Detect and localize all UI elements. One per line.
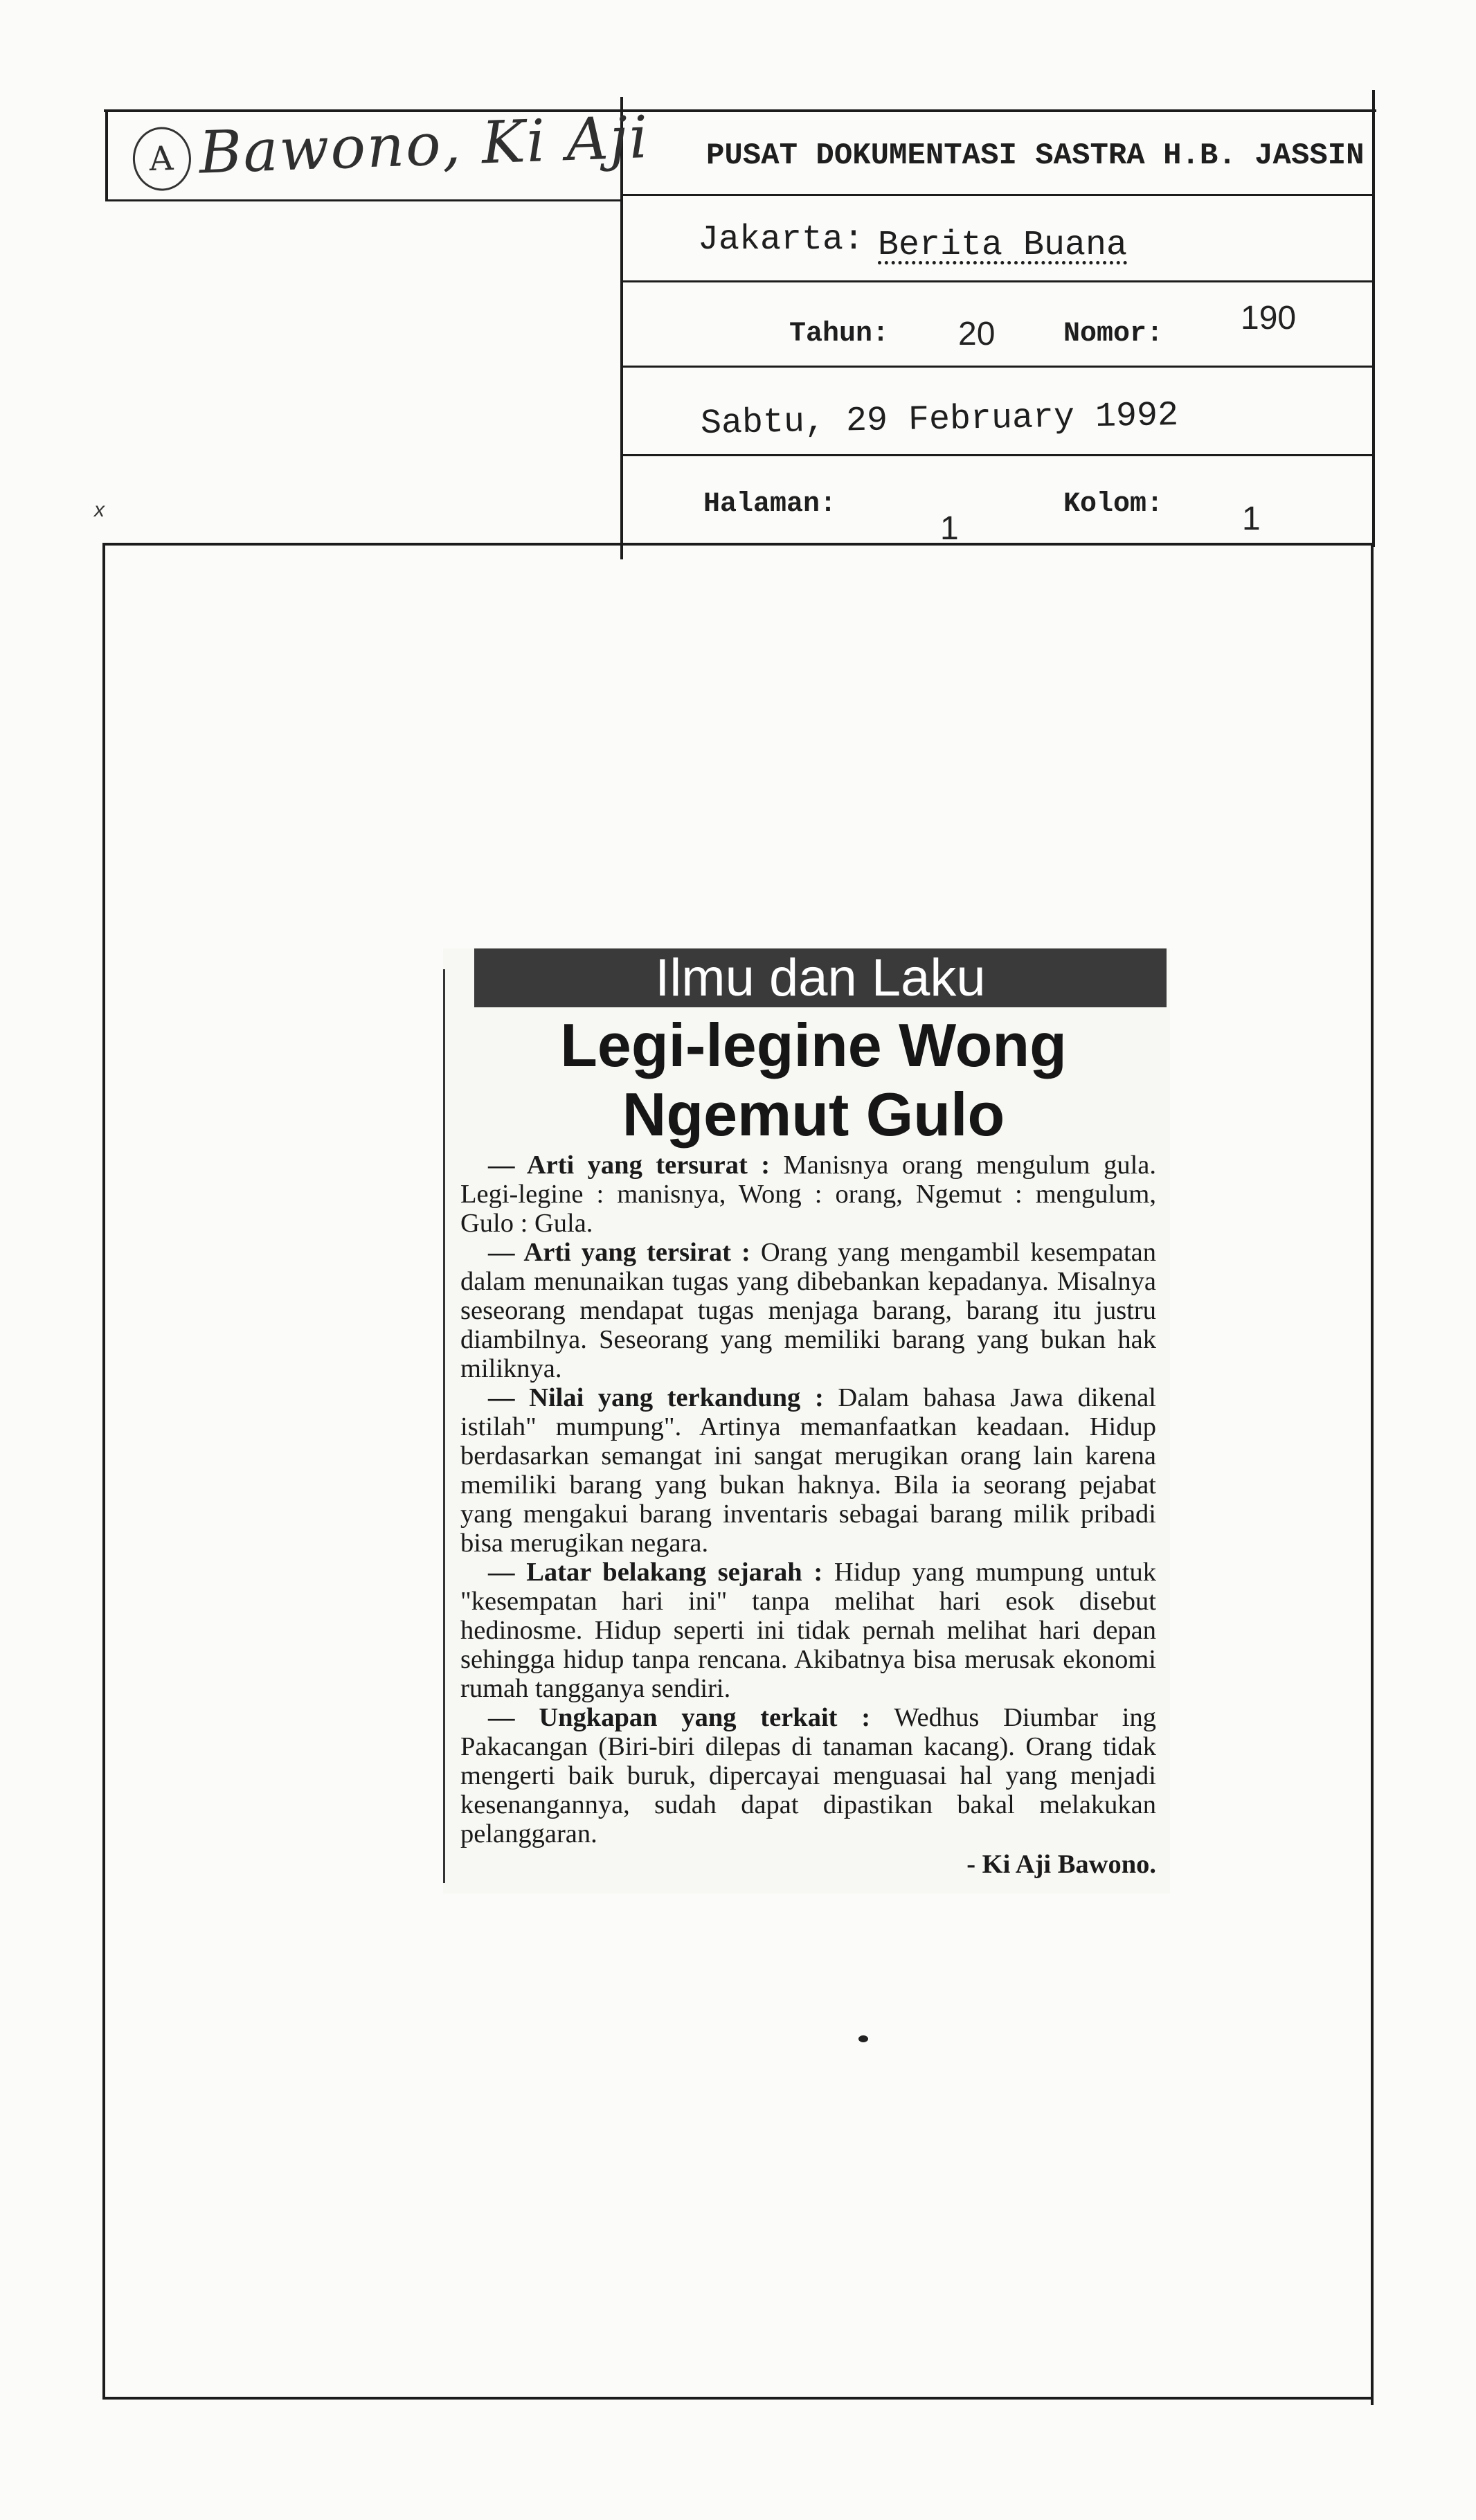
- row-line-3: [620, 366, 1375, 368]
- paragraph-label: — Arti yang tersirat :: [488, 1238, 750, 1267]
- nomor-label: Nomor:: [1063, 318, 1164, 350]
- paragraph-nilai-terkandung: [460, 1383, 1156, 1558]
- handwritten-author-name: Bawono, Ki Aji: [197, 102, 651, 187]
- frame-top-line: [104, 109, 1376, 112]
- paragraph-text: Orang yang mengambil kesempatan dalam menunaikan tugas yang dibebankan kepadanya. Misalnya seseorang mendapat tugas menjaga barang, barang itu justru diambilnya. Seseorang yang memiliki barang yang bukan hak miliknya.: [460, 1238, 1156, 1383]
- frame-right-upper: [1372, 90, 1375, 547]
- newspaper-name: Berita Buana: [878, 226, 1128, 265]
- article-title: [464, 1011, 1163, 1149]
- paragraph-label: — Nilai yang terkandung :: [488, 1383, 824, 1412]
- kolom-value: 1: [1242, 501, 1261, 537]
- institution-name: PUSAT DOKUMENTASI SASTRA H.B. JASSIN: [706, 138, 1365, 173]
- handwritten-circled-mark: A: [132, 126, 192, 192]
- frame-left-name-line: [105, 199, 622, 201]
- handwritten-author-note: [132, 103, 650, 192]
- kolom-label: Kolom:: [1063, 489, 1164, 520]
- newspaper-clipping: [443, 948, 1170, 1893]
- row-line-1: [620, 194, 1375, 196]
- paragraph-label: — Ungkapan yang terkait :: [488, 1703, 871, 1732]
- halaman-value: 1: [940, 510, 959, 547]
- clipping-left-rule: [443, 969, 445, 1883]
- paragraph-ungkapan-terkait: [460, 1703, 1156, 1848]
- paragraph-label: — Latar belakang sejarah :: [488, 1558, 823, 1587]
- article-title-line-2: Ngemut Gulo: [622, 1080, 1005, 1149]
- paragraph-text: Dalam bahasa Jawa dikenal istilah" mumpung". Artinya memanfaatkan keadaan. Hidup berdasarkan semangat ini sangat merugikan orang lain karena memiliki barang yang bukan haknya. Bila ia seorang pejabat yang mengakui barang inventaris sebagai barang milik pribadi bisa merugikan negara.: [460, 1383, 1156, 1558]
- paragraph-text: Hidup yang mumpung untuk "kesempatan hari ini" tanpa melihat hari esok disebut hedinosme. Hidup seperti ini tidak pernah melihat hari depan sehingga hidup tanpa rencana. Akibatnya bisa merusak ekonomi rumah tangganya sendiri.: [460, 1558, 1156, 1703]
- nomor-value: 190: [1241, 300, 1297, 336]
- tahun-value: 20: [958, 316, 996, 352]
- frame-left-main: [102, 543, 105, 2398]
- article-body: [460, 1151, 1156, 1879]
- paragraph-arti-tersurat: [460, 1151, 1156, 1238]
- tahun-label: Tahun:: [789, 318, 890, 350]
- column-heading: Ilmu dan Laku: [474, 948, 1167, 1007]
- city-label: Jakarta:: [698, 220, 865, 260]
- row-line-2: [620, 280, 1375, 282]
- paragraph-arti-tersirat: [460, 1238, 1156, 1383]
- issue-date: Sabtu, 29 February 1992: [700, 395, 1179, 444]
- frame-bottom-line: [102, 2397, 1374, 2400]
- paragraph-latar-belakang: [460, 1558, 1156, 1703]
- frame-left-upper: [105, 109, 108, 201]
- author-signature: - Ki Aji Bawono.: [966, 1850, 1156, 1879]
- paragraph-text: Wedhus Diumbar ing Pakacangan (Biri-biri dilepas di tanaman kacang). Orang tidak mengerti baik buruk, dipercayai menguasai hal yang menjadi kesenangannya, sudah dapat dipastikan bakal melakukan pelanggaran.: [460, 1703, 1156, 1848]
- ink-dot: [858, 2035, 868, 2042]
- halaman-label: Halaman:: [703, 489, 837, 520]
- frame-right-main: [1371, 543, 1374, 2405]
- row-line-4: [620, 454, 1375, 456]
- margin-x-mark: x: [94, 498, 105, 521]
- article-title-line-1: Legi-legine Wong: [560, 1011, 1067, 1079]
- paragraph-label: — Arti yang tersurat :: [488, 1151, 771, 1180]
- paragraph-text: Manisnya orang mengulum gula. Legi-legine : manisnya, Wong : orang, Ngemut : mengulum, Gulo : Gula.: [460, 1151, 1156, 1238]
- frame-mid-horizontal: [104, 543, 1375, 546]
